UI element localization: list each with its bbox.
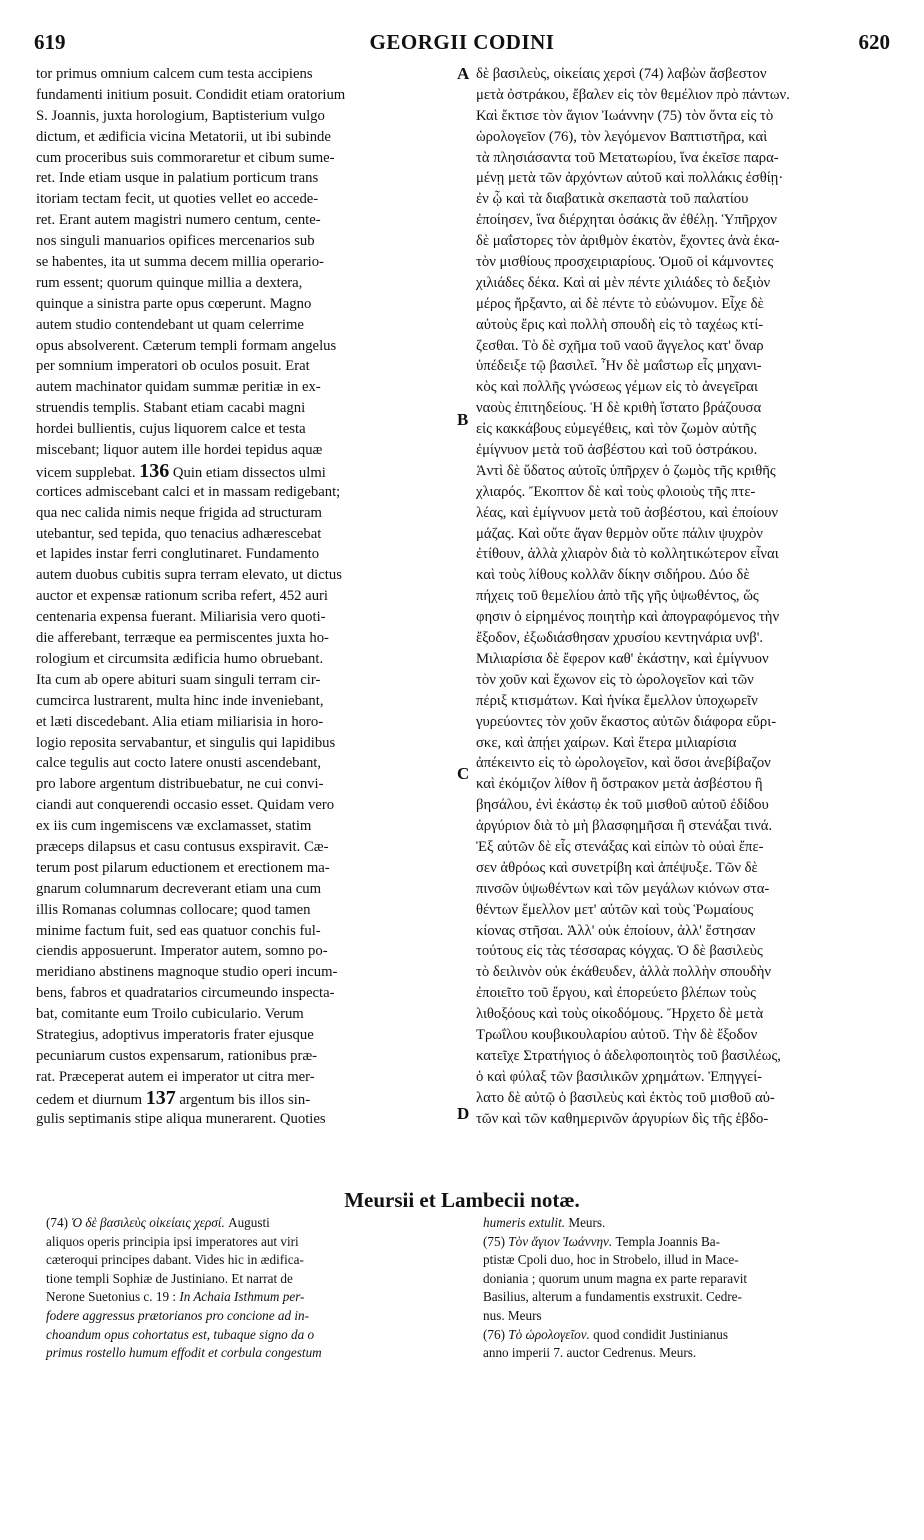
greek-text-line: πινσῶν ὑψωθέντων καὶ τῶν μεγάλων κιόνων στα-	[476, 880, 770, 897]
latin-text-line: nos singuli manuarios opifices mercenarios sub	[36, 233, 315, 250]
latin-text-line: ciandi aut conquerendi occasio esset. Quidam vero	[36, 797, 335, 814]
latin-text-line: cortices admiscebant calci et in massam redigebant;	[36, 483, 341, 500]
note-span: Τὸ ὡρολογεῖον.	[508, 1326, 590, 1342]
latin-text-line: et lapides instar ferri conglutinaret. Fundamento	[36, 546, 320, 563]
latin-text-line	[36, 461, 456, 482]
note-line	[483, 1288, 893, 1307]
latin-text-line: quinque a sinistra parte opus cœperunt. Magno	[36, 295, 312, 312]
page-number-left: 619	[34, 30, 66, 54]
greek-text-line: ἐποιεῖτο τοῦ ἔργου, καὶ ἐπορεύετο βλέπων τοὺς	[476, 985, 756, 1002]
greek-text-line: δὲ βασιλεὺς, οἰκείαις χερσὶ (74) λαβὼν ἄσβεστον	[476, 66, 767, 82]
note-span: anno imperii 7. auctor Cedrenus. Meurs.	[483, 1345, 697, 1361]
latin-text-line: rologium et circumsita ædificia humo obruebant.	[36, 650, 324, 667]
latin-text-line: cumcirca lustrarent, multa hinc inde inveniebant,	[36, 692, 324, 709]
note-span: Nerone Suetonius c. 19 :	[46, 1289, 180, 1305]
latin-text-line	[36, 1088, 456, 1109]
latin-text-line: ret. Erant autem magistri numero centum, cente-	[36, 212, 321, 229]
latin-text-line: tor primus omnium calcem cum testa accipiens	[36, 66, 313, 82]
latin-text-line: autem duobus cubitis supra terram elevato, ut dictus	[36, 567, 342, 584]
note-span: Templa Joannis Ba-	[612, 1233, 721, 1249]
latin-text-line: fundamenti initium posuit. Condidit etiam oratorium	[36, 86, 346, 103]
note-line	[483, 1344, 893, 1363]
latin-text-line: ex iis cum ingemiscens væ exclamasset, statim	[36, 818, 312, 835]
greek-text-line: ἐμίγνυον μετὰ τοῦ ἀσβέστου καὶ τοῦ ὀστράκου.	[476, 442, 758, 459]
note-span: ptistæ Cpoli duo, hoc in Strobelo, illud in Mace-	[483, 1252, 739, 1268]
latin-text-line: die afferebant, terræque ea permiscentes juxta ho-	[36, 630, 329, 647]
column-number: 137	[145, 1086, 176, 1109]
greek-text-line: τὸ δειλινὸν οὐκ ἐκάθευδεν, ἀλλὰ πολλὴν σπουδὴν	[476, 964, 772, 981]
note-span: Ὁ δὲ βασιλεὺς οἰκείαις χερσί.	[71, 1215, 225, 1230]
latin-text-line: gnarum columnarum decreverant etiam una cum	[36, 880, 322, 897]
note-line	[483, 1270, 893, 1289]
greek-text-line: κατεῖχε Στρατήγιος ὁ ἀδελφοποιητὸς τοῦ βασιλέως,	[476, 1047, 781, 1064]
latin-text-line: minime factum fuit, sed eas quatuor conchis ful-	[36, 922, 321, 939]
note-span: fodere aggressus prætorianos pro concione ad in-	[46, 1307, 310, 1323]
text-span: Quin etiam dissectos ulmi	[169, 464, 326, 481]
latin-text-line: centenaria expensa fuerant. Miliarisia vero quoti-	[36, 609, 326, 626]
latin-text-line: et læti discedebant. Alia etiam miliarisia in horo-	[36, 713, 324, 730]
latin-text-line: cum proceribus suis commoraretur et cibum sume-	[36, 149, 335, 166]
latin-text-line: bens, fabros et quadratarios circumeundo inspecta-	[36, 985, 335, 1002]
note-line	[46, 1233, 451, 1252]
greek-text-line: πήχεις τοῦ θεμελίου ἀπὸ τῆς γῆς ὑψωθέντος, ὥς	[476, 588, 759, 605]
note-line	[46, 1326, 451, 1345]
latin-text-line: itoriam tectam fecit, ut quoties vellet eo accede-	[36, 191, 319, 208]
text-span: argentum bis illos sin-	[175, 1091, 311, 1108]
latin-text-line: struendis templis. Stabant etiam cacabi magni	[36, 400, 306, 417]
notes-left-column	[46, 1214, 451, 1363]
marker-a: A	[457, 64, 470, 83]
latin-text-line: opus absolverent. Cæterum templi formam angelus	[36, 337, 337, 354]
greek-text-line: Ἀντὶ δὲ ὕδατος αὐτοῖς ὑπῆρχεν ὁ ζωμὸς τῆς κριθῆς	[476, 462, 776, 479]
marker-d: D	[457, 1104, 470, 1123]
latin-text-line: calce tegulis aut cocto latere onusti ascendebant,	[36, 755, 322, 772]
greek-text-line: χλιαρός. Ἔκοπτον δὲ καὶ τοὺς φλοιοὺς τῆς πτε-	[476, 483, 756, 500]
greek-text-line: ὡρολογεῖον (76), τὸν λεγόμενον Βαπτιστῆρα, καὶ	[476, 128, 768, 145]
greek-text-line: αὐτοὺς ἔρις καὶ πολλὴ σπουδὴ εἰς τὸ ταχέως κτί-	[476, 316, 764, 333]
note-span: (74)	[46, 1215, 72, 1230]
note-span: choandum opus cohortatus est, tubaque signo da o	[46, 1326, 315, 1342]
note-span: Τὸν ἅγιον Ἰωάννην.	[508, 1233, 613, 1249]
note-line	[46, 1251, 451, 1270]
note-line	[46, 1270, 451, 1289]
note-span: primus rostello humum effodit et corbula congestum	[46, 1345, 322, 1361]
greek-text-line: ὑπέδειξε τῷ βασιλεῖ. Ἦν δὲ μαΐστωρ εἷς μηχανι-	[476, 358, 762, 375]
latin-text-line: præceps dilapsus et casu contusus exspiravit. Cæ-	[36, 838, 329, 855]
greek-text-line: μάζας. Καὶ οὔτε ἄγαν θερμὸν οὔτε πάλιν ψυχρὸν	[476, 525, 763, 542]
latin-text-line: dictum, et ædificia vicina Metatorii, ut ibi subinde	[36, 128, 331, 145]
greek-text-line: λέας, καὶ ἐμίγνυον μετὰ τοῦ ἀσβέστου, καὶ ἐποίουν	[476, 504, 779, 521]
latin-text-line: utebantur, sed tepida, quo tenacius adhærescebat	[36, 525, 322, 542]
latin-text-line: illis Romanas columnas collocare; quod tamen	[36, 901, 311, 918]
text-span: cedem et diurnum	[36, 1091, 146, 1108]
greek-text-line: μένῃ μετὰ τῶν ἀρχόντων αὐτοῦ καὶ πολλάκις ἐσθίῃ·	[476, 170, 784, 187]
greek-text-line: ὁ καὶ φύλαξ τῶν βασιλικῶν χρημάτων. Ἐπηγγεί-	[476, 1068, 763, 1085]
note-span: Augusti	[224, 1215, 270, 1230]
latin-text-line: Ita cum ab opere abituri suam singuli terram cir-	[36, 671, 321, 688]
greek-text-line: γυρεύοντες τὸν χοῦν ἕκαστος αὐτῶν διάφορα εὕρι-	[476, 713, 777, 730]
greek-text-line: λιθοξόους καὶ τοὺς οἰκοδόμους. Ἤρχετο δὲ μετὰ	[476, 1006, 764, 1023]
greek-text-line: θέντων ἔμελλον μετ' αὐτῶν καὶ τοὺς Ῥωμαίους	[476, 901, 754, 918]
latin-text-line: ciendis apposuerunt. Imperator autem, somno po-	[36, 943, 328, 960]
column-number: 136	[139, 459, 170, 482]
greek-text-line: ἀργύριον διὰ τὸ μὴ βλασφημῆσαι ἢ στενάξαι τινά.	[476, 818, 773, 835]
greek-text-line: Τρωΐλου κουβικουλαρίου αὐτοῦ. Τὴν δὲ ἔξοδον	[476, 1026, 758, 1043]
greek-text-line: κίονας στῆσαι. Ἀλλ' οὐκ ἐποίουν, ἀλλ' ἔστησαν	[476, 922, 756, 939]
latin-text-line: S. Joannis, juxta horologium, Baptisterium vulgo	[36, 107, 325, 124]
marker-b: B	[457, 410, 469, 429]
note-line	[46, 1214, 451, 1233]
note-line	[46, 1344, 451, 1363]
greek-text-line: Μιλιαρίσια δὲ ἔφερον καθ' ἑκάστην, καὶ ἐμίγνυον	[476, 650, 769, 667]
greek-text-line: φησιν ὁ εἰρημένος ποιητὴρ καὶ ἀπογραφόμενος τὴν	[476, 609, 780, 626]
note-span: tione templi Sophiæ de Justiniano. Et narrat de	[46, 1270, 293, 1286]
greek-text-line: τῶν καὶ τῶν καθημερινῶν ἀργυρίων δὶς τῆς ἑβδο-	[476, 1110, 769, 1127]
note-span: aliquos operis principia ipsi imperatores aut viri	[46, 1233, 299, 1249]
note-span: cæteroqui principes dabant. Vides hic in ædifica-	[46, 1252, 304, 1268]
greek-text-line: βησάλου, ἐνὶ ἑκάστῳ ἐκ τοῦ μισθοῦ αὐτοῦ ἐδίδου	[476, 797, 769, 814]
greek-text-line: καὶ τοὺς λίθους κολλᾶν δίκην σιδήρου. Δύο δὲ	[476, 567, 750, 584]
latin-text-line: logio reposita servabantur, et singulis qui lapidibus	[36, 734, 336, 751]
latin-text-line: miscebant; liquor autem ille hordei tepidus aquæ	[36, 442, 323, 459]
greek-text-line: ἀπέκειντο εἰς τὸ ὡρολογεῖον, καὶ ὅσοι ἀνεβίβαζον	[476, 755, 771, 772]
greek-text-line: ἐτίθουν, ἀλλὰ χλιαρὸν διὰ τὸ κολλητικώτερον εἶναι	[476, 546, 779, 563]
running-title: GEORGII CODINI	[369, 30, 555, 54]
latin-text-line: ret. Inde etiam usque in palatium porticum trans	[36, 170, 319, 187]
note-span: quod condidit Justinianus	[589, 1326, 728, 1342]
notes-right-column	[483, 1214, 893, 1363]
greek-text-line: σκε, καὶ ἀπῄει χαίρων. Καὶ ἕτερα μιλιαρίσια	[476, 734, 737, 751]
greek-text-line: μέρος ἤρξαντο, αἱ δὲ πέντε τὸ εὐώνυμον. Εἶχε δὲ	[476, 295, 764, 312]
greek-text-line: τὸν μισθίους προσχειριαρίους. Ὁμοῦ οἱ κάμνοντες	[476, 254, 774, 271]
note-line	[483, 1307, 893, 1326]
greek-text-line: ἐποίησεν, ἵνα διέρχηται ὁσάκις ἂν ἐθέλῃ. Ὑπῆρχον	[476, 212, 777, 229]
latin-text-line: meridiano abstinens magnoque studio operi incum-	[36, 964, 338, 981]
greek-text-line: τούτους εἰς τὰς τέσσαρας κόγχας. Ὁ δὲ βασιλεὺς	[476, 943, 763, 960]
greek-text-line: εἰς κακκάβους εὐμεγέθεις, καὶ τὸν ζωμὸν αὐτῆς	[476, 421, 757, 438]
greek-text-line: λατο δὲ αὐτῷ ὁ βασιλεὺς καὶ ἐκτὸς τοῦ μισθοῦ αὐ-	[476, 1089, 775, 1106]
greek-text-line: κὸς καὶ πολλῆς γνώσεως γέμων εἰς τὸ ἀνεγεῖραι	[476, 379, 758, 396]
greek-text-line: πέριξ κτισμάτων. Καὶ ἡνίκα ἔμελλον ὑποχωρεῖν	[476, 692, 758, 709]
latin-text-line: gulis septimanis stipe aliqua munerarent. Quoties	[36, 1110, 326, 1127]
greek-text-line: Καὶ ἔκτισε τὸν ἅγιον Ἰωάννην (75) τὸν ὄντα εἰς τὸ	[476, 107, 774, 124]
note-span: In Achaia Isthmum per-	[179, 1289, 305, 1305]
latin-text-line: Strategius, adoptivus imperatoris frater ejusque	[36, 1026, 314, 1043]
latin-text-line: autem studio contendebant ut quam celerrime	[36, 316, 304, 333]
page-header	[30, 30, 894, 58]
latin-column	[36, 64, 456, 1129]
note-line	[46, 1288, 451, 1307]
marker-c: C	[457, 764, 470, 783]
text-span: vicem supplebat.	[36, 464, 140, 481]
greek-text-line: ἔξοδον, ἐξωδιάσθησαν χρυσίου κεντηνάρια υνβ'.	[476, 630, 764, 647]
note-span: Basilius, alterum a fundamentis exstruxit. Cedre-	[483, 1289, 742, 1305]
note-span: nus. Meurs	[483, 1307, 542, 1323]
latin-text-line: qua nec calida nimis neque frigida ad structuram	[36, 504, 322, 521]
latin-text-line: pro labore argentum distribuebatur, ne cui convi-	[36, 776, 324, 793]
latin-text-line: se habentes, ita ut summa decem millia operario-	[36, 254, 324, 271]
greek-text-line: τὸν χοῦν καὶ ἔχωνον εἰς τὸ ὡρολογεῖον καὶ τῶν	[476, 671, 754, 688]
greek-text-line: σεν ἀθρόως καὶ συνετρίβη καὶ ἀπέψυξε. Τῶν δὲ	[476, 859, 758, 876]
latin-text-line: auctor et expensæ rationum scriba refert, 452 auri	[36, 588, 329, 605]
note-span: (75)	[483, 1233, 509, 1249]
greek-text-line: μετὰ ὀστράκου, ἔβαλεν εἰς τὸν θεμέλιον πρὸ πάντων.	[476, 86, 790, 103]
latin-text-line: bat, comitante eum Troilo cubiculario. Verum	[36, 1006, 304, 1023]
greek-column	[476, 64, 891, 1129]
page-number-right: 620	[858, 30, 890, 54]
notes-title: Meursii et Lambecii notæ.	[344, 1188, 580, 1212]
greek-text-line: τὰ πλησιάσαντα τοῦ Μετατωρίου, ἵνα ἐκεῖσε παρα-	[476, 149, 779, 166]
greek-text-line: ἐν ᾧ καὶ τὰ διαβατικὰ σκεπαστὰ τοῦ παλατίου	[476, 191, 749, 208]
latin-text-line: per somnium imperatori ob oculos posuit. Erat	[36, 358, 310, 375]
latin-text-line: autem machinator quidam summæ peritiæ in ex-	[36, 379, 321, 396]
note-span: doniania ; quorum unum magna ex parte reparavit	[483, 1270, 748, 1286]
note-line	[46, 1307, 451, 1326]
latin-text-line: rum essent; quorum quinque millia a dextera,	[36, 274, 303, 291]
latin-text-line: terum post pilarum eductionem et erectionem ma-	[36, 859, 330, 876]
greek-text-line: καὶ ἐκόμιζον λίθον ἢ ὄστρακον μετὰ ἀσβέστου ἢ	[476, 776, 763, 793]
note-span: Meurs.	[565, 1215, 606, 1230]
note-span: humeris extulit.	[483, 1215, 566, 1230]
greek-text-line: Ἐξ αὐτῶν δὲ εἷς στενάξας καὶ εἰπὼν τὸ οὐαὶ ἔπε-	[476, 838, 764, 855]
greek-text-line: ναοὺς ἐπιτηδείους. Ἡ δὲ κριθὴ ἵστατο βράζουσα	[476, 400, 762, 417]
latin-text-line: pecuniarum custos expensarum, rationibus præ-	[36, 1047, 318, 1064]
note-line	[483, 1233, 893, 1252]
note-line	[483, 1214, 893, 1233]
latin-text-line: rat. Præceperat autem ei imperator ut citra mer-	[36, 1068, 315, 1085]
latin-text-line: hordei bullientis, cujus liquorem calce et testa	[36, 421, 306, 438]
note-line	[483, 1326, 893, 1345]
greek-text-line: ζεσθαι. Τὸ δὲ σχῆμα τοῦ ναοῦ ἄγγελος κατ' ὄναρ	[476, 337, 764, 354]
greek-text-line: χιλιάδες δέκα. Καὶ αἱ μὲν πέντε χιλιάδες τὸ δεξιὸν	[476, 274, 771, 291]
greek-text-line: δὲ μαΐστορες τὸν ἀριθμὸν ἑκατὸν, ἔχοντες ἀνὰ ἑκα-	[476, 233, 780, 250]
note-line	[483, 1251, 893, 1270]
note-span: (76)	[483, 1326, 509, 1342]
